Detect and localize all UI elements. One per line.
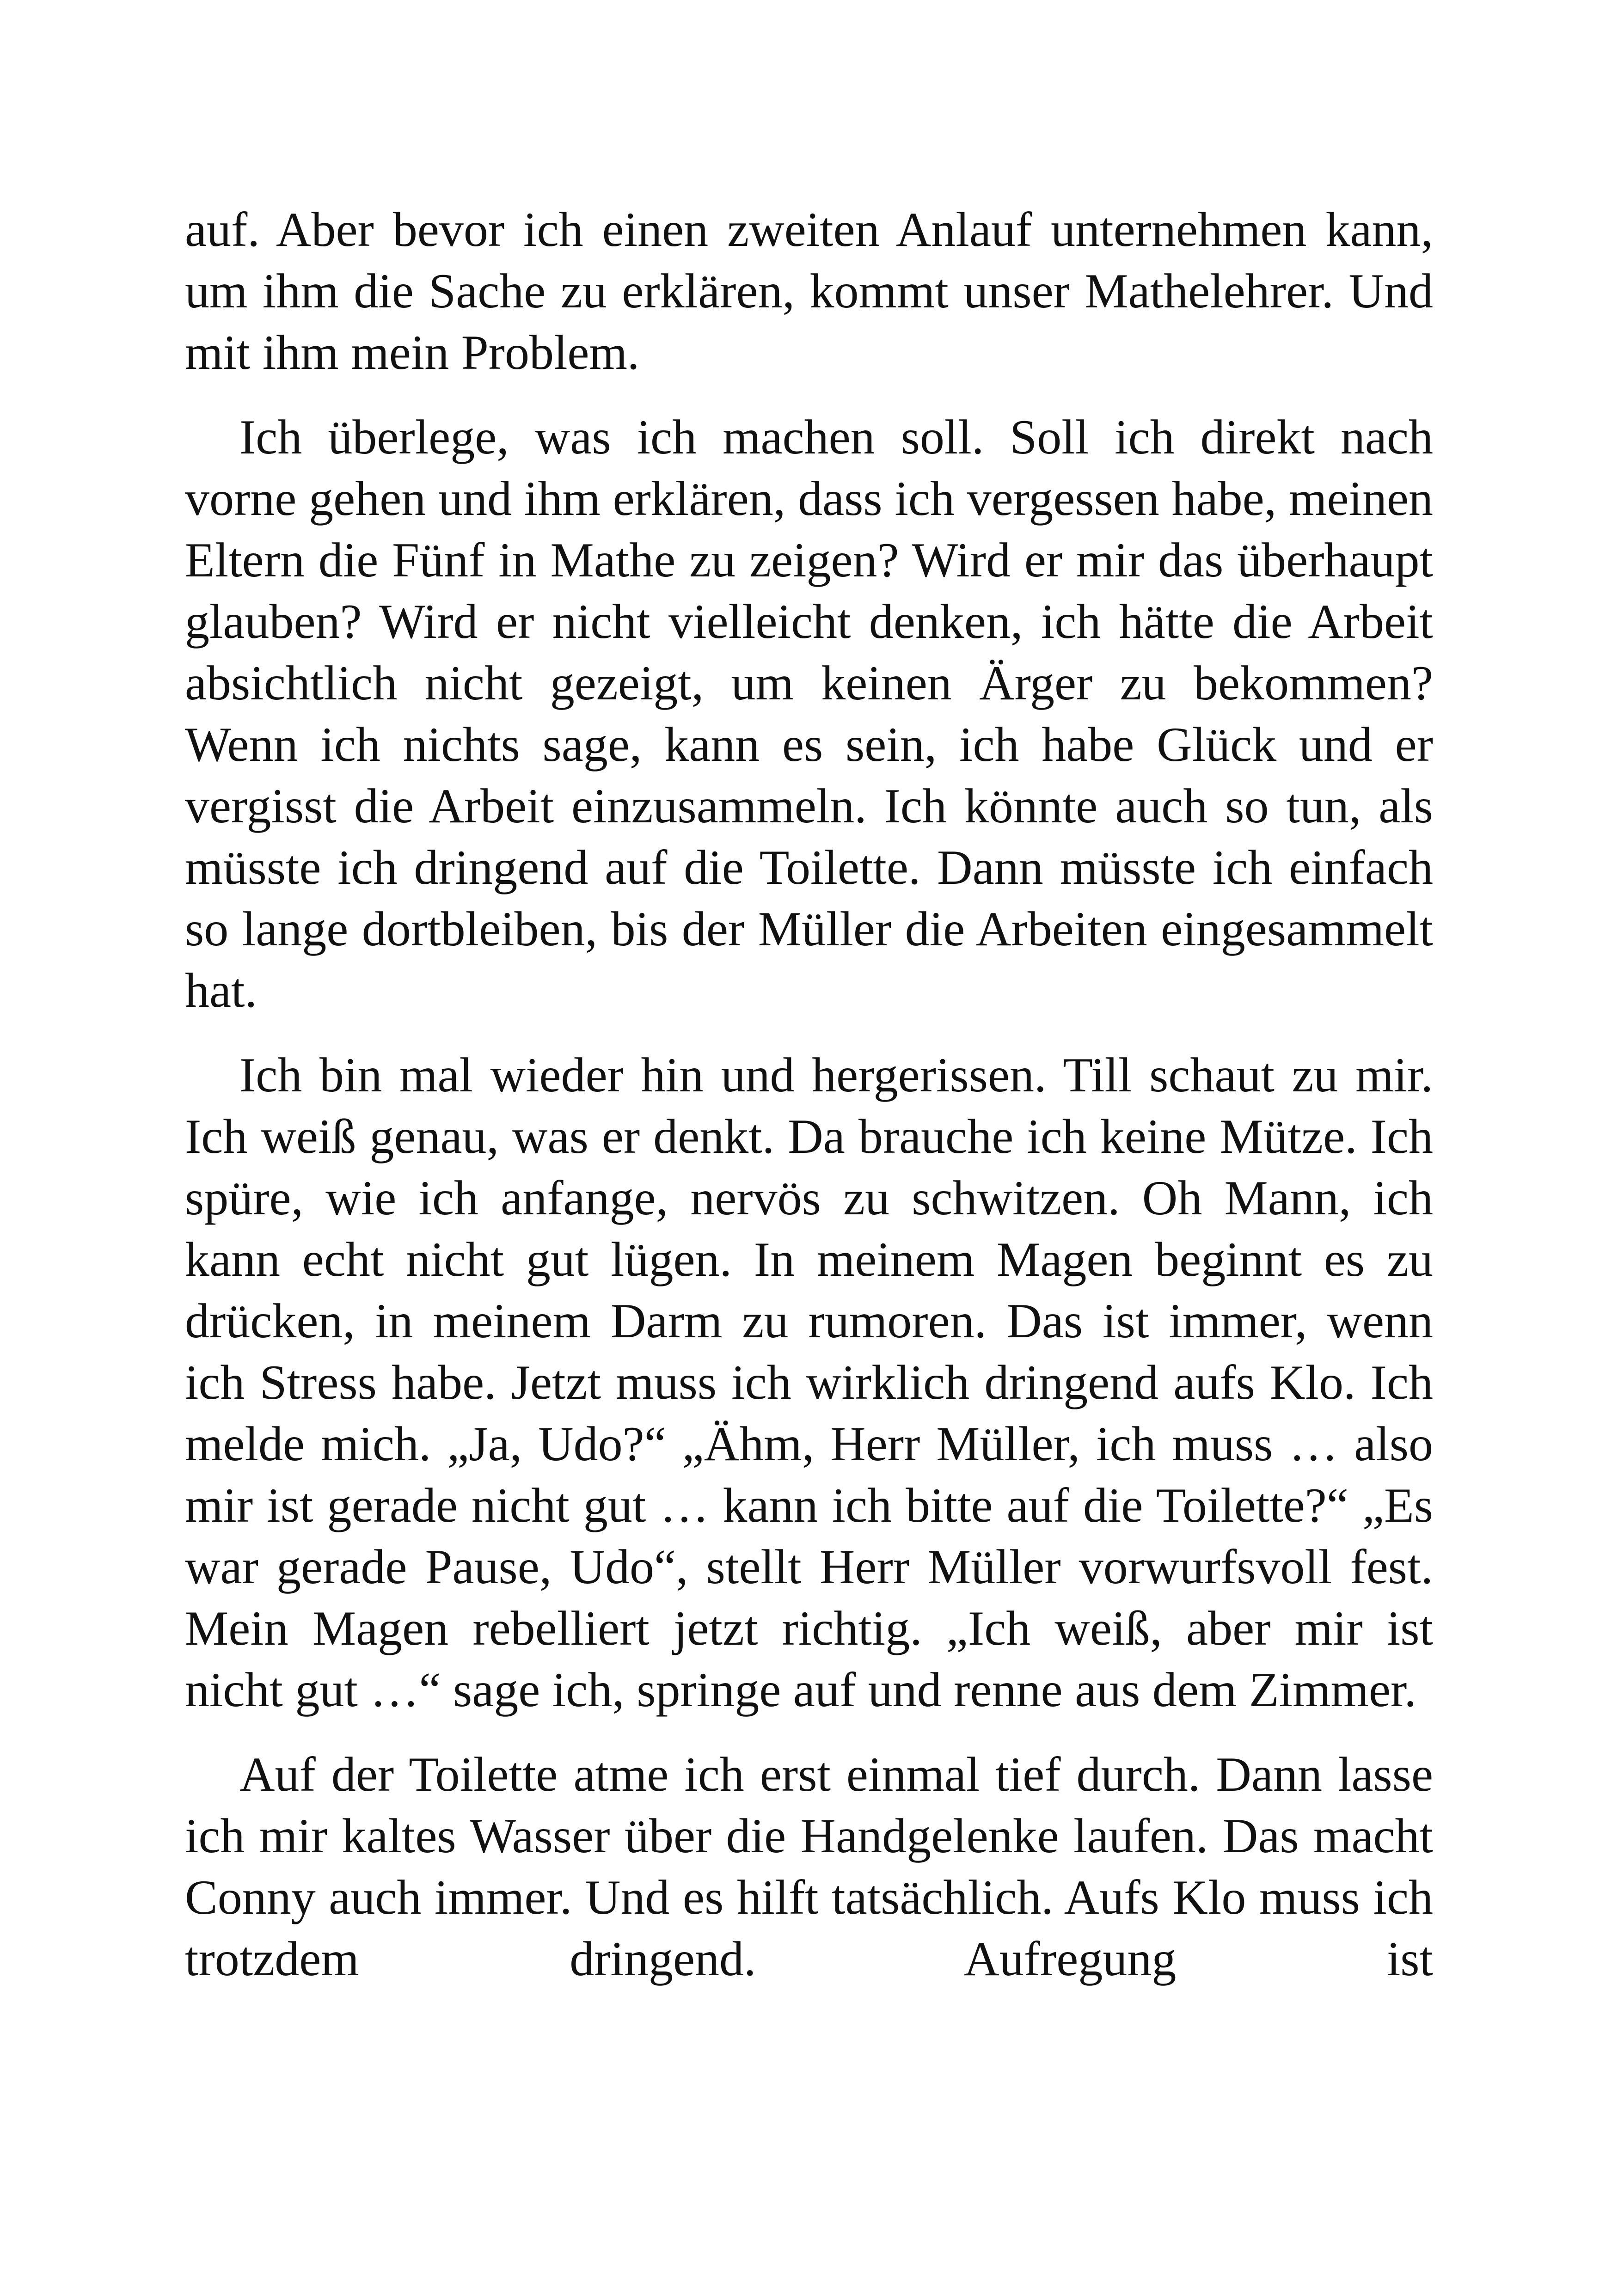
book-page [185, 199, 1433, 2013]
paragraph-4: Auf der Toilette atme ich erst einmal tief durch. Dann lasse ich mir kaltes Wasser über die Handgelenke laufen. Das macht Conny auch immer. Und es hilft tatsächlich. Aufs Klo muss ich trotzdem dringend. Aufregung ist [185, 1747, 1433, 1986]
paragraph-3: Ich bin mal wieder hin und hergerissen. Till schaut zu mir. Ich weiß genau, was er denkt. Da brauche ich keine Mütze. Ich spüre, wie ich anfange, nervös zu schwitzen. Oh Mann, ich kann echt nicht gut lügen. In meinem Magen beginnt es zu drücken, in meinem Darm zu rumoren. Das ist immer, wenn ich Stress habe. Jetzt muss ich wirklich dringend aufs Klo. Ich melde mich. „Ja, Udo?“ „Ähm, Herr Müller, ich muss … also mir ist gerade nicht gut … kann ich bitte auf die Toilette?“ „Es war gerade Pause, Udo“, stellt Herr Müller vorwurfsvoll fest. Mein Magen rebelliert jetzt richtig. „Ich weiß, aber mir ist nicht gut …“ sage ich, springe auf und renne aus dem Zimmer. [185, 1048, 1433, 1717]
paragraph-1: auf. Aber bevor ich einen zweiten Anlauf unternehmen kann, um ihm die Sache zu erklären, kommt unser Mathelehrer. Und mit ihm mein Problem. [185, 202, 1433, 380]
paragraph-2: Ich überlege, was ich machen soll. Soll ich direkt nach vorne gehen und ihm erklären, dass ich vergessen habe, meinen Eltern die Fünf in Mathe zu zeigen? Wird er mir das überhaupt glauben? Wird er nicht vielleicht denken, ich hätte die Arbeit absichtlich nicht gezeigt, um keinen Ärger zu bekommen? Wenn ich nichts sage, kann es sein, ich habe Glück und er vergisst die Arbeit einzusammeln. Ich könnte auch so tun, als müsste ich dringend auf die Toilette. Dann müsste ich einfach so lange dortbleiben, bis der Müller die Arbeiten eingesammelt hat. [185, 410, 1433, 1017]
